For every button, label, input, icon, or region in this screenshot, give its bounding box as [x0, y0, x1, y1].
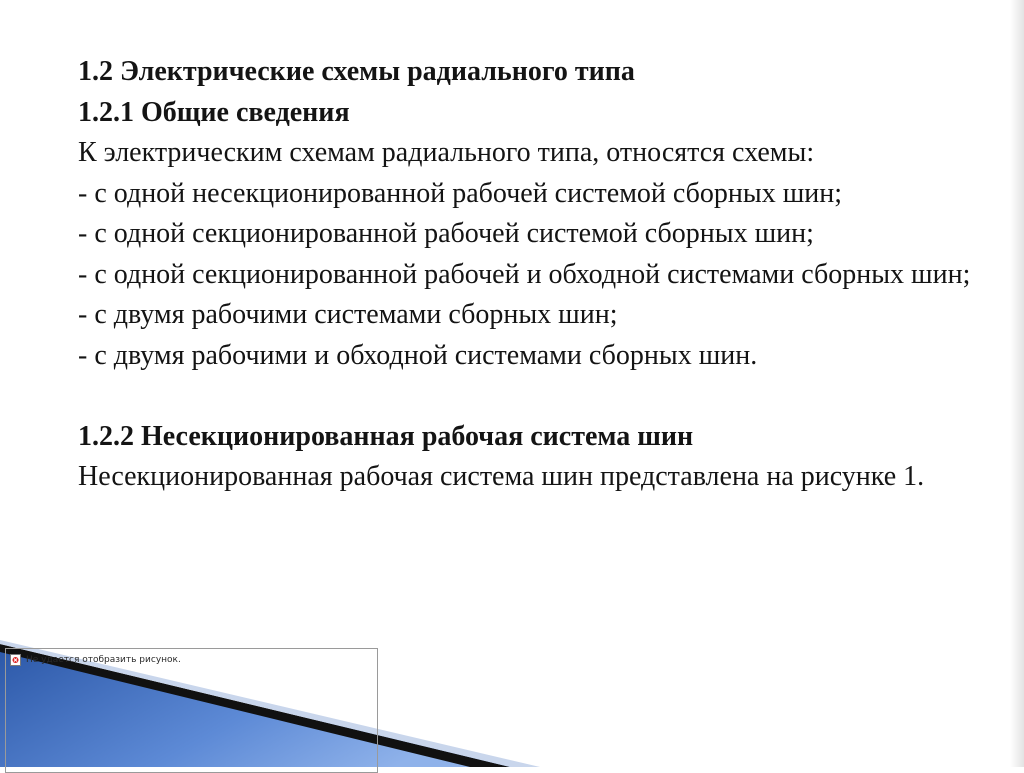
- section-title: 1.2 Электрические схемы радиального типа: [78, 56, 635, 87]
- missing-image-frame: [5, 648, 378, 773]
- list-item: - с одной секционированной рабочей системой сборных шин;: [78, 218, 814, 249]
- paragraph-gap: [38, 376, 988, 417]
- list-item: - с двумя рабочими и обходной системами сборных шин.: [78, 339, 758, 371]
- slide-edge-shadow: [1010, 0, 1024, 767]
- missing-image-message: Не удается отобразить рисунок.: [26, 655, 181, 665]
- list-item: - с одной несекционированной рабочей системой сборных шин;: [78, 177, 843, 209]
- subsection-title-bus-system: 1.2.2 Несекционированная рабочая система шин: [78, 420, 694, 452]
- subsection-title-general: 1.2.1 Общие сведения: [78, 96, 350, 128]
- subsection-text: Несекционированная рабочая система шин представлена на рисунке 1.: [78, 461, 925, 492]
- list-item: - с двумя рабочими системами сборных шин;: [78, 299, 618, 330]
- list-item: - с одной секционированной рабочей и обходной системами сборных шин;: [78, 258, 971, 290]
- slide-content: [38, 52, 988, 498]
- intro-text: К электрическим схемам радиального типа, относятся схемы:: [78, 137, 815, 168]
- broken-image-icon: [10, 654, 21, 666]
